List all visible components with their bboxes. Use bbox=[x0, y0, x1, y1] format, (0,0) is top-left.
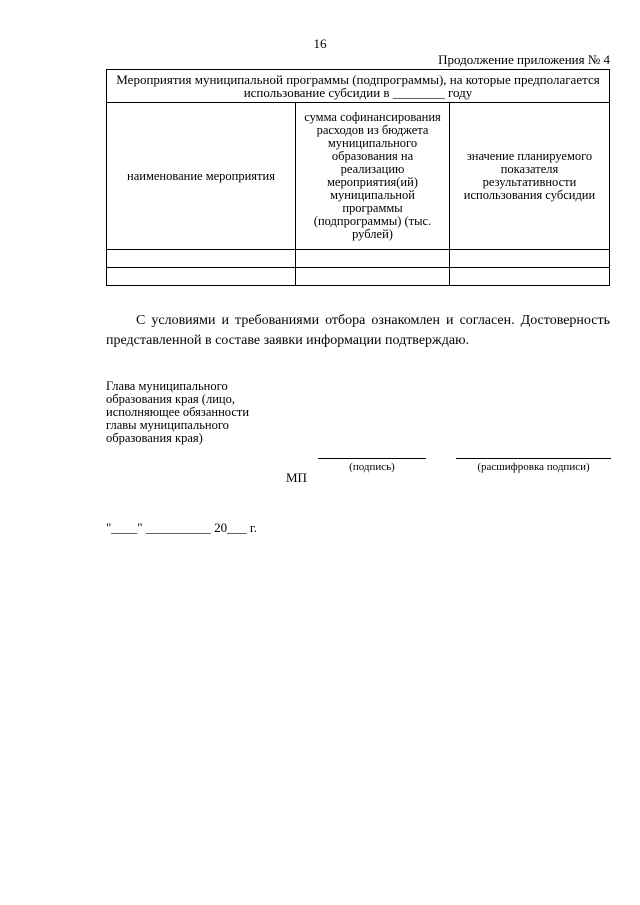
agreement-paragraph: С условиями и требованиями отбора ознакомлен и согласен. Достоверность представленной в составе заявки информации подтверждаю. bbox=[106, 313, 610, 348]
table-cell bbox=[296, 268, 450, 286]
table-cell bbox=[107, 268, 296, 286]
table-row bbox=[107, 250, 610, 268]
appendix-continuation: Продолжение приложения № 4 bbox=[438, 52, 610, 67]
table-cell bbox=[107, 250, 296, 268]
table-cell bbox=[296, 250, 450, 268]
page-number: 16 bbox=[313, 36, 327, 51]
column-headers-row bbox=[107, 103, 610, 250]
signature-label: (подпись) bbox=[349, 461, 395, 473]
table-row bbox=[107, 268, 610, 286]
table-cell bbox=[450, 268, 610, 286]
table-header-row bbox=[107, 70, 610, 103]
column-header-amount: сумма софинансирования расходов из бюджета муниципального образования на реализацию мероприятия(ий) муниципальной программы (подпрограммы) (тыс. рублей) bbox=[296, 103, 450, 250]
stamp-place-label: МП bbox=[286, 470, 307, 485]
date-line: "____" __________ 20___ г. bbox=[106, 520, 257, 535]
column-header-indicator: значение планируемого показателя результативности использования субсидии bbox=[450, 103, 610, 250]
signature-decode-label: (расшифровка подписи) bbox=[477, 461, 590, 473]
measures-table bbox=[106, 69, 610, 286]
signatory-title: Глава муниципального образования края (лицо, исполняющее обязанности главы муниципального образования края) bbox=[106, 379, 250, 445]
table-header: Мероприятия муниципальной программы (подпрограммы), на которые предполагается использование субсидии в ________ году bbox=[107, 70, 610, 103]
column-header-name: наименование мероприятия bbox=[107, 103, 296, 250]
signature-line bbox=[318, 458, 426, 459]
table-cell bbox=[450, 250, 610, 268]
signature-decode-line bbox=[456, 458, 611, 459]
